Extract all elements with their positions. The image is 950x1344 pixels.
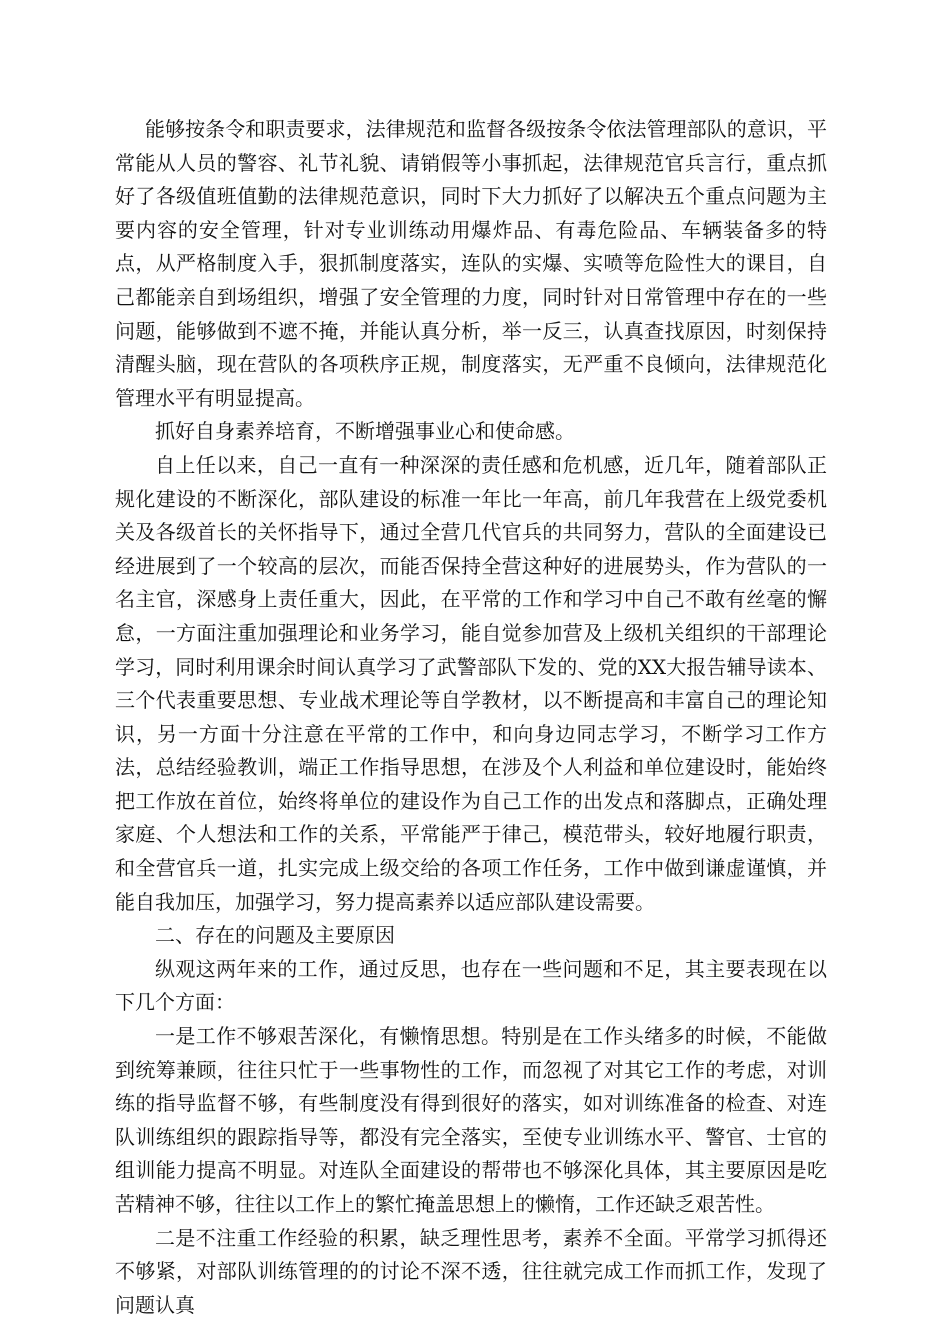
paragraph-self-cultivation: 自上任以来，自己一直有一种深深的责任感和危机感，近几年，随着部队正规化建设的不断深化，部队建设的标准一年比一年高，前几年我营在上级党委机关及各级首长的关怀指导下，通过全营几代官兵的共同努力，营队的全面建设已经进展到了一个较高的层次，而能否保持全营这种好的进展势头，作为营队的一名主官，深感身上责任重大，因此，在平常的工作和学习中自己不敢有丝毫的懈怠，一方面注重加强理论和业务学习，能自觉参加营及上级机关组织的干部理论学习，同时利用课余时间认真学习了武警部队下发的、党的XX大报告辅导读本、三个代表重要思想、专业战术理论等自学教材，以不断提高和丰富自己的理论知识，另一方面十分注意在平常的工作中，和向身边同志学习，不断学习工作方法，总结经验教训，端正工作指导思想，在涉及个人利益和单位建设时，能始终把工作放在首位，始终将单位的建设作为自己工作的出发点和落脚点，正确处理家庭、个人想法和工作的关系，平常能严于律己，模范带头，较好地履行职责，和全营官兵一道，扎实完成上级交给的各项工作任务，工作中做到谦虚谨慎，并能自我加压，加强学习，努力提高素养以适应部队建设需要。 xyxy=(115,452,827,914)
document-body xyxy=(115,113,827,1322)
paragraph-discipline-management: 能够按条令和职责要求，法律规范和监督各级按条令依法管理部队的意识，平常能从人员的警容、礼节礼貌、请销假等小事抓起，法律规范官兵言行，重点抓好了各级值班值勤的法律规范意识，同时下大力抓好了以解决五个重点问题为主要内容的安全管理，针对专业训练动用爆炸品、有毒危险品、车辆装备多的特点，从严格制度入手，狠抓制度落实，连队的实爆、实喷等危险性大的课目，自己都能亲自到场组织，增强了安全管理的力度，同时针对日常管理中存在的一些问题，能够做到不遮不掩，并能认真分析，举一反三，认真查找原因，时刻保持清醒头脑，现在营队的各项秩序正规，制度落实，无严重不良倾向，法律规范化管理水平有明显提高。 xyxy=(115,117,827,410)
paragraph-problems-intro: 纵观这两年来的工作，通过反思，也存在一些问题和不足，其主要表现在以下几个方面： xyxy=(115,956,827,1015)
section-heading-problems: 二、存在的问题及主要原因 xyxy=(155,923,395,948)
paragraph-problem-one: 一是工作不够艰苦深化，有懒惰思想。特别是在工作头绪多的时候，不能做到统筹兼顾，往往只忙于一些事物性的工作，而忽视了对其它工作的考虑，对训练的指导监督不够，有些制度没有得到很好的落实，如对训练准备的检查、对连队训练组织的跟踪指导等，都没有完全落实，至使专业训练水平、警官、士官的组训能力提高不明显。对连队全面建设的帮带也不够深化具体，其主要原因是吃苦精神不够，往往以工作上的繁忙掩盖思想上的懒惰，工作还缺乏艰苦性。 xyxy=(115,1024,827,1216)
paragraph-heading-self-cultivation: 抓好自身素养培育，不断增强事业心和使命感。 xyxy=(155,419,575,444)
paragraph-problem-two: 二是不注重工作经验的积累，缺乏理性思考，素养不全面。平常学习抓得还不够紧，对部队训练管理的的讨论不深不透，往往就完成工作而抓工作，发现了问题认真 xyxy=(115,1225,827,1317)
